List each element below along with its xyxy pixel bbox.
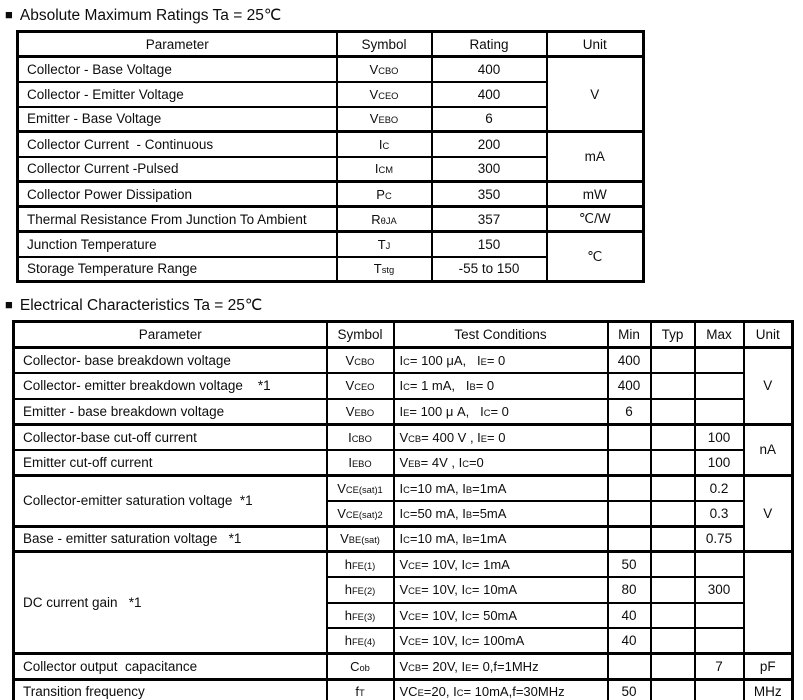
section-absolute-maximum-ratings xyxy=(0,0,803,283)
test-conditions-cell: IC= 100 μA, IE= 0 xyxy=(394,348,608,374)
min-cell xyxy=(608,475,651,501)
parameter-cell: Collector- emitter breakdown voltage *1 xyxy=(14,373,327,399)
max-cell xyxy=(695,348,744,374)
unit-cell: nA xyxy=(744,424,793,475)
unit-cell: V xyxy=(744,348,793,425)
typ-cell xyxy=(651,628,695,654)
table-row xyxy=(14,679,793,700)
rating-cell: 400 xyxy=(432,82,547,107)
min-cell: 40 xyxy=(608,603,651,629)
max-cell: 0.3 xyxy=(695,501,744,527)
table-row xyxy=(14,399,793,425)
unit-cell: mW xyxy=(547,182,644,207)
min-cell xyxy=(608,501,651,527)
max-cell: 7 xyxy=(695,654,744,680)
table-row xyxy=(14,373,793,399)
parameter-cell: Thermal Resistance From Junction To Ambient xyxy=(18,207,337,232)
col-header-typ: Typ xyxy=(651,322,695,348)
parameter-cell: Collector-base cut-off current xyxy=(14,424,327,450)
test-conditions-cell: IC=50 mA, IB=5mA xyxy=(394,501,608,527)
table-row xyxy=(18,182,644,207)
col-header-unit: Unit xyxy=(744,322,793,348)
symbol-cell: VCEO xyxy=(327,373,394,399)
max-cell xyxy=(695,552,744,578)
parameter-cell: Emitter - Base Voltage xyxy=(18,107,337,132)
rating-cell: -55 to 150 xyxy=(432,257,547,282)
col-header-rating: Rating xyxy=(432,32,547,57)
symbol-cell: fT xyxy=(327,679,394,700)
symbol-cell: VEBO xyxy=(327,399,394,425)
col-header-parameter: Parameter xyxy=(14,322,327,348)
min-cell: 40 xyxy=(608,628,651,654)
table-row xyxy=(18,132,644,157)
min-cell xyxy=(608,654,651,680)
col-header-min: Min xyxy=(608,322,651,348)
parameter-cell: Collector-emitter saturation voltage *1 xyxy=(14,475,327,526)
symbol-cell: VCE(sat)1 xyxy=(327,475,394,501)
parameter-cell: Collector- base breakdown voltage xyxy=(14,348,327,374)
electrical-characteristics-table xyxy=(12,320,794,700)
typ-cell xyxy=(651,348,695,374)
parameter-cell: Emitter - base breakdown voltage xyxy=(14,399,327,425)
test-conditions-cell: VEB= 4V , IC=0 xyxy=(394,450,608,476)
parameter-cell: Junction Temperature xyxy=(18,232,337,257)
min-cell xyxy=(608,424,651,450)
col-header-test-conditions: Test Conditions xyxy=(394,322,608,348)
symbol-cell: hFE(4) xyxy=(327,628,394,654)
rating-cell: 350 xyxy=(432,182,547,207)
test-conditions-cell: VCB= 400 V , IE= 0 xyxy=(394,424,608,450)
rating-cell: 400 xyxy=(432,57,547,82)
max-cell: 300 xyxy=(695,577,744,603)
symbol-cell: Tstg xyxy=(337,257,432,282)
section-title xyxy=(0,283,803,320)
table-row xyxy=(18,57,644,82)
table-header-row xyxy=(18,32,644,57)
symbol-cell: VEBO xyxy=(337,107,432,132)
rating-cell: 6 xyxy=(432,107,547,132)
max-cell xyxy=(695,399,744,425)
min-cell: 400 xyxy=(608,348,651,374)
min-cell xyxy=(608,526,651,552)
symbol-cell: VCBO xyxy=(327,348,394,374)
max-cell: 100 xyxy=(695,424,744,450)
unit-cell: V xyxy=(744,475,793,552)
min-cell: 50 xyxy=(608,552,651,578)
test-conditions-cell: IC=10 mA, IB=1mA xyxy=(394,526,608,552)
unit-cell: ℃ xyxy=(547,232,644,282)
symbol-cell: ICM xyxy=(337,157,432,182)
col-header-symbol: Symbol xyxy=(327,322,394,348)
section-title-text: Absolute Maximum Ratings Ta = 25℃ xyxy=(19,7,282,24)
symbol-cell: hFE(3) xyxy=(327,603,394,629)
unit-cell: V xyxy=(547,57,644,132)
col-header-max: Max xyxy=(695,322,744,348)
parameter-cell: Collector Power Dissipation xyxy=(18,182,337,207)
unit-cell: pF xyxy=(744,654,793,680)
parameter-cell: Transition frequency xyxy=(14,679,327,700)
section-marker-icon: ■ xyxy=(5,297,13,312)
symbol-cell: VCBO xyxy=(337,57,432,82)
symbol-cell: RθJA xyxy=(337,207,432,232)
parameter-cell: Collector - Base Voltage xyxy=(18,57,337,82)
symbol-cell: IC xyxy=(337,132,432,157)
symbol-cell: Cob xyxy=(327,654,394,680)
test-conditions-cell: VCB= 20V, IE= 0,f=1MHz xyxy=(394,654,608,680)
symbol-cell: VCE(sat)2 xyxy=(327,501,394,527)
min-cell: 50 xyxy=(608,679,651,700)
typ-cell xyxy=(651,501,695,527)
typ-cell xyxy=(651,475,695,501)
max-cell xyxy=(695,603,744,629)
parameter-cell: DC current gain *1 xyxy=(14,552,327,654)
typ-cell xyxy=(651,399,695,425)
parameter-cell: Storage Temperature Range xyxy=(18,257,337,282)
parameter-cell: Collector Current - Continuous xyxy=(18,132,337,157)
symbol-cell: TJ xyxy=(337,232,432,257)
typ-cell xyxy=(651,373,695,399)
section-electrical-characteristics xyxy=(0,283,803,700)
section-title-text: Electrical Characteristics Ta = 25℃ xyxy=(19,297,263,314)
symbol-cell: VBE(sat) xyxy=(327,526,394,552)
typ-cell xyxy=(651,526,695,552)
table-row xyxy=(14,450,793,476)
absolute-maximum-ratings-table xyxy=(16,30,645,283)
typ-cell xyxy=(651,654,695,680)
test-conditions-cell: VCE=20, IC= 10mA,f=30MHz xyxy=(394,679,608,700)
table-row xyxy=(14,526,793,552)
min-cell: 6 xyxy=(608,399,651,425)
parameter-cell: Base - emitter saturation voltage *1 xyxy=(14,526,327,552)
unit-cell: ℃/W xyxy=(547,207,644,232)
test-conditions-cell: VCE= 10V, IC= 50mA xyxy=(394,603,608,629)
parameter-cell: Collector output capacitance xyxy=(14,654,327,680)
test-conditions-cell: VCE= 10V, IC= 10mA xyxy=(394,577,608,603)
max-cell xyxy=(695,373,744,399)
typ-cell xyxy=(651,679,695,700)
table-row xyxy=(14,654,793,680)
table-row xyxy=(14,552,793,578)
parameter-cell: Collector - Emitter Voltage xyxy=(18,82,337,107)
rating-cell: 200 xyxy=(432,132,547,157)
symbol-cell: VCEO xyxy=(337,82,432,107)
max-cell xyxy=(695,679,744,700)
min-cell: 80 xyxy=(608,577,651,603)
max-cell xyxy=(695,628,744,654)
test-conditions-cell: VCE= 10V, IC= 100mA xyxy=(394,628,608,654)
col-header-unit: Unit xyxy=(547,32,644,57)
symbol-cell: ICBO xyxy=(327,424,394,450)
test-conditions-cell: VCE= 10V, IC= 1mA xyxy=(394,552,608,578)
typ-cell xyxy=(651,603,695,629)
min-cell: 400 xyxy=(608,373,651,399)
section-marker-icon: ■ xyxy=(5,7,13,22)
test-conditions-cell: IC= 1 mA, IB= 0 xyxy=(394,373,608,399)
col-header-symbol: Symbol xyxy=(337,32,432,57)
section-title xyxy=(0,0,803,30)
typ-cell xyxy=(651,577,695,603)
min-cell xyxy=(608,450,651,476)
symbol-cell: IEBO xyxy=(327,450,394,476)
table-row xyxy=(14,424,793,450)
parameter-cell: Emitter cut-off current xyxy=(14,450,327,476)
typ-cell xyxy=(651,552,695,578)
unit-cell: MHz xyxy=(744,679,793,700)
max-cell: 0.75 xyxy=(695,526,744,552)
test-conditions-cell: IC=10 mA, IB=1mA xyxy=(394,475,608,501)
max-cell: 0.2 xyxy=(695,475,744,501)
typ-cell xyxy=(651,424,695,450)
rating-cell: 357 xyxy=(432,207,547,232)
table-row xyxy=(18,232,644,257)
rating-cell: 300 xyxy=(432,157,547,182)
table-row xyxy=(14,348,793,374)
col-header-parameter: Parameter xyxy=(18,32,337,57)
table-header-row xyxy=(14,322,793,348)
rating-cell: 150 xyxy=(432,232,547,257)
unit-cell xyxy=(744,552,793,654)
typ-cell xyxy=(651,450,695,476)
symbol-cell: hFE(2) xyxy=(327,577,394,603)
parameter-cell: Collector Current -Pulsed xyxy=(18,157,337,182)
table-row xyxy=(18,207,644,232)
test-conditions-cell: IE= 100 μ A, IC= 0 xyxy=(394,399,608,425)
max-cell: 100 xyxy=(695,450,744,476)
unit-cell: mA xyxy=(547,132,644,182)
table-row xyxy=(14,475,793,501)
symbol-cell: hFE(1) xyxy=(327,552,394,578)
symbol-cell: PC xyxy=(337,182,432,207)
